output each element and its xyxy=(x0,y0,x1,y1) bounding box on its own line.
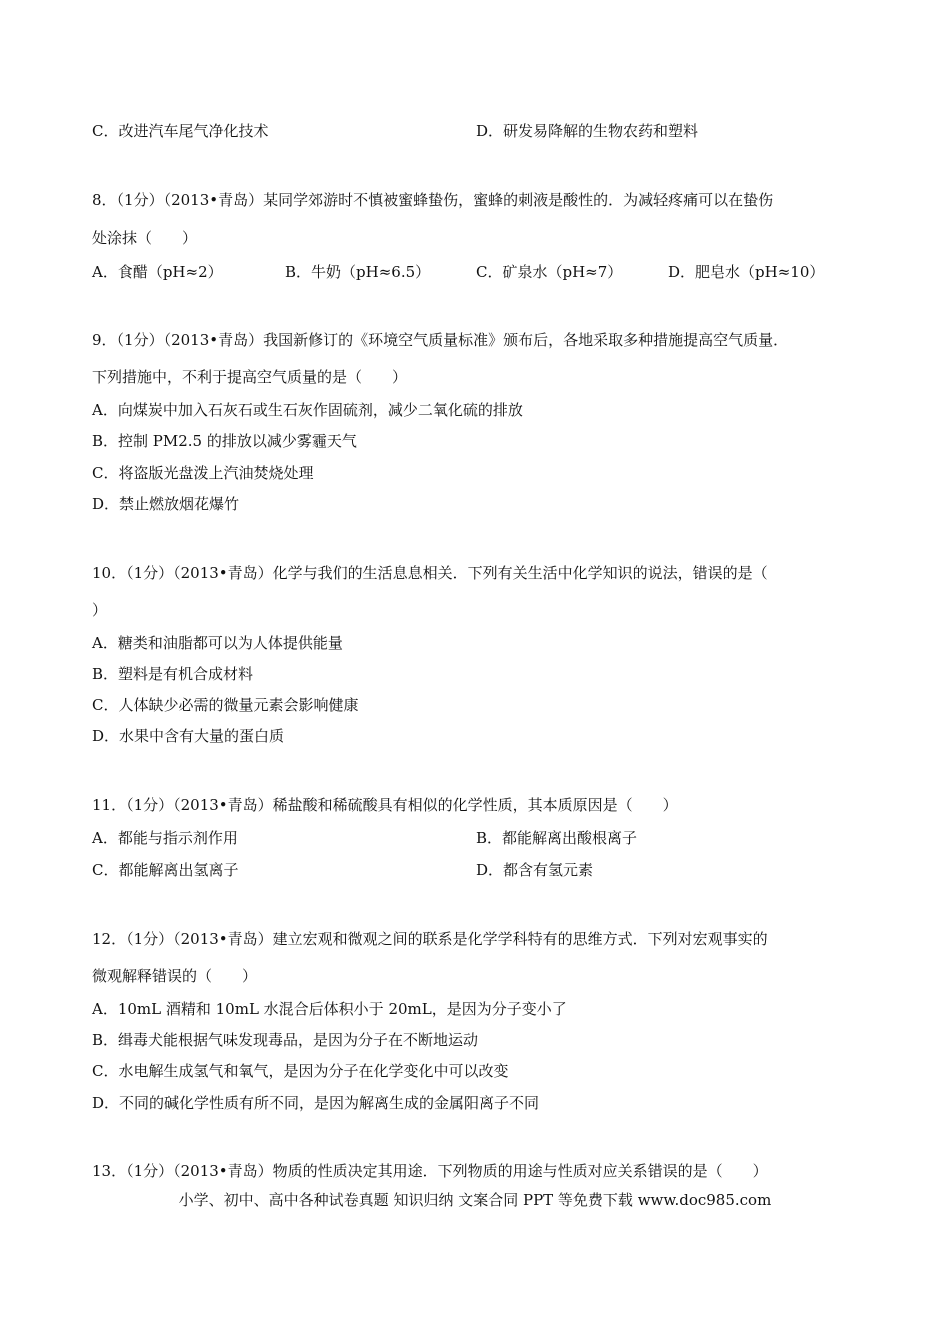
q8-option-a: A．食醋（pH≈2） xyxy=(92,263,223,281)
q8-stem-line2: 处涂抹（ ） xyxy=(92,229,198,247)
q9-stem-line1: 9．（1分）（2013•青岛）我国新修订的《环境空气质量标准》颁布后，各地采取多种措施提高空气质量． xyxy=(92,331,789,349)
q10-option-c: C．人体缺少必需的微量元素会影响健康 xyxy=(92,696,359,714)
q9-option-c: C．将盗版光盘泼上汽油焚烧处理 xyxy=(92,464,314,482)
page-footer: 小学、初中、高中各种试卷真题 知识归纳 文案合同 PPT 等免费下载 www.doc985.com xyxy=(178,1191,772,1209)
q12-stem-line1: 12．（1分）（2013•青岛）建立宏观和微观之间的联系是化学学科特有的思维方式．下列对宏观事实的 xyxy=(92,930,768,948)
q12-option-a: A．10mL 酒精和 10mL 水混合后体积小于 20mL，是因为分子变小了 xyxy=(92,1000,567,1018)
q7-option-d: D．研发易降解的生物农药和塑料 xyxy=(476,122,699,140)
q10-stem-line2: ） xyxy=(92,601,108,619)
q12-option-c: C．水电解生成氢气和氧气，是因为分子在化学变化中可以改变 xyxy=(92,1062,509,1080)
q8-option-d: D．肥皂水（pH≈10） xyxy=(668,263,825,281)
q10-option-d: D．水果中含有大量的蛋白质 xyxy=(92,727,285,745)
q11-option-b: B．都能解离出酸根离子 xyxy=(476,829,638,847)
q8-stem-line1: 8．（1分）（2013•青岛）某同学郊游时不慎被蜜蜂蛰伤，蜜蜂的刺液是酸性的．为减轻疼痛可以在蛰伤 xyxy=(92,191,774,209)
q9-stem-line2: 下列措施中，不利于提高空气质量的是（ ） xyxy=(92,368,408,386)
q11-option-c: C．都能解离出氢离子 xyxy=(92,861,239,879)
q9-option-a: A．向煤炭中加入石灰石或生石灰作固硫剂，减少二氧化硫的排放 xyxy=(92,401,523,419)
q11-option-a: A．都能与指示剂作用 xyxy=(92,829,238,847)
q13-stem: 13．（1分）（2013•青岛）物质的性质决定其用途．下列物质的用途与性质对应关系错误的是（ ） xyxy=(92,1162,768,1180)
q12-option-b: B．缉毒犬能根据气味发现毒品，是因为分子在不断地运动 xyxy=(92,1031,479,1049)
q12-option-d: D．不同的碱化学性质有所不同，是因为解离生成的金属阳离子不同 xyxy=(92,1094,540,1112)
q8-option-c: C．矿泉水（pH≈7） xyxy=(476,263,623,281)
q9-option-b: B．控制 PM2.5 的排放以减少雾霾天气 xyxy=(92,432,357,450)
q10-stem-line1: 10．（1分）（2013•青岛）化学与我们的生活息息相关．下列有关生活中化学知识的说法，错误的是（ xyxy=(92,564,768,582)
q10-option-a: A．糖类和油脂都可以为人体提供能量 xyxy=(92,634,343,652)
q10-option-b: B．塑料是有机合成材料 xyxy=(92,665,254,683)
q9-option-d: D．禁止燃放烟花爆竹 xyxy=(92,495,240,513)
q11-stem: 11．（1分）（2013•青岛）稀盐酸和稀硫酸具有相似的化学性质，其本质原因是（ ） xyxy=(92,796,678,814)
q12-stem-line2: 微观解释错误的（ ） xyxy=(92,967,258,985)
q11-option-d: D．都含有氢元素 xyxy=(476,861,594,879)
q7-option-c: C．改进汽车尾气净化技术 xyxy=(92,122,269,140)
q8-option-b: B．牛奶（pH≈6.5） xyxy=(285,263,431,281)
